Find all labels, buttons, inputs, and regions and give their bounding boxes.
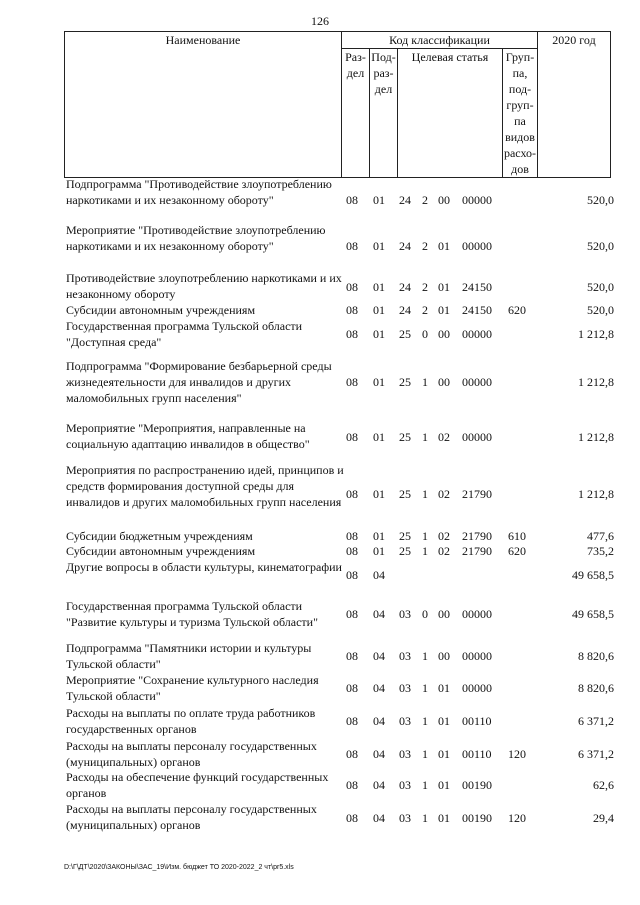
row-direction: 00000 (462, 649, 492, 663)
row-event: 02 (438, 529, 450, 543)
row-direction: 24150 (462, 303, 492, 317)
row-program: 25 (399, 430, 411, 444)
row-program: 25 (399, 544, 411, 558)
row-name: Субсидии бюджетным учреждениям (66, 529, 253, 543)
row-razdel: 08 (346, 544, 358, 558)
row-razdel: 08 (346, 193, 358, 207)
row-name: Противодействие злоупотреблению наркотиками и их незаконному обороту (66, 271, 342, 301)
row-event: 01 (438, 681, 450, 695)
header-year: 2020 год (538, 32, 611, 178)
row-subprogram: 1 (422, 714, 428, 728)
row-razdel: 08 (346, 529, 358, 543)
row-name: Субсидии автономным учреждениям (66, 303, 256, 317)
header-celevaya: Целевая статья (398, 49, 503, 178)
row-program: 25 (399, 375, 411, 389)
row-name: Мероприятие "Мероприятия, направленные на социальную адаптацию инвалидов в общество" (66, 421, 310, 451)
row-sum: 520,0 (587, 303, 614, 317)
row-vid: 620 (508, 544, 526, 558)
row-program: 03 (399, 649, 411, 663)
row-sum: 1 212,8 (578, 487, 614, 501)
row-program: 03 (399, 778, 411, 792)
row-podrazdel: 04 (373, 747, 385, 761)
row-razdel: 08 (346, 681, 358, 695)
row-sum: 735,2 (587, 544, 614, 558)
row-sum: 29,4 (593, 811, 614, 825)
row-name: Субсидии автономным учреждениям (66, 544, 256, 558)
header-code: Код классификации (342, 32, 538, 49)
row-direction: 00110 (462, 714, 492, 728)
row-subprogram: 1 (422, 681, 428, 695)
row-name: Мероприятие "Сохранение культурного наследия Тульской области" (66, 673, 319, 703)
row-program: 24 (399, 280, 411, 294)
row-direction: 00190 (462, 778, 492, 792)
row-subprogram: 1 (422, 375, 428, 389)
row-event: 01 (438, 714, 450, 728)
row-sum: 8 820,6 (578, 681, 614, 695)
row-sum: 520,0 (587, 280, 614, 294)
row-subprogram: 1 (422, 430, 428, 444)
row-sum: 520,0 (587, 239, 614, 253)
row-name: Мероприятие "Противодействие злоупотреблению наркотиками и их незаконному обороту" (66, 223, 326, 253)
row-subprogram: 1 (422, 487, 428, 501)
row-vid: 120 (508, 811, 526, 825)
row-program: 24 (399, 239, 411, 253)
row-name: Государственная программа Тульской области "Развитие культуры и туризма Тульской области" (66, 599, 318, 629)
row-event: 02 (438, 544, 450, 558)
row-direction: 00110 (462, 747, 492, 761)
row-subprogram: 0 (422, 607, 428, 621)
row-program: 03 (399, 607, 411, 621)
row-subprogram: 2 (422, 193, 428, 207)
row-razdel: 08 (346, 430, 358, 444)
row-event: 01 (438, 239, 450, 253)
row-event: 01 (438, 747, 450, 761)
row-direction: 21790 (462, 544, 492, 558)
row-razdel: 08 (346, 747, 358, 761)
row-razdel: 08 (346, 607, 358, 621)
row-subprogram: 2 (422, 239, 428, 253)
row-razdel: 08 (346, 487, 358, 501)
row-direction: 21790 (462, 487, 492, 501)
row-subprogram: 1 (422, 811, 428, 825)
row-direction: 00190 (462, 811, 492, 825)
header-vid: Груп- па, под- груп- па видов расхо- дов (503, 50, 537, 176)
row-podrazdel: 01 (373, 280, 385, 294)
row-sum: 6 371,2 (578, 747, 614, 761)
row-sum: 49 658,5 (572, 607, 614, 621)
row-name: Другие вопросы в области культуры, кинематографии (66, 560, 342, 574)
row-event: 02 (438, 487, 450, 501)
row-sum: 1 212,8 (578, 430, 614, 444)
row-subprogram: 1 (422, 649, 428, 663)
row-sum: 1 212,8 (578, 327, 614, 341)
row-program: 25 (399, 529, 411, 543)
row-program: 24 (399, 193, 411, 207)
row-podrazdel: 01 (373, 375, 385, 389)
row-subprogram: 1 (422, 778, 428, 792)
row-razdel: 08 (346, 375, 358, 389)
row-name: Подпрограмма "Памятники истории и культуры Тульской области" (66, 641, 312, 671)
table-header (64, 31, 611, 178)
page-number: 126 (311, 14, 329, 28)
row-podrazdel: 04 (373, 607, 385, 621)
row-direction: 00000 (462, 327, 492, 341)
row-program: 03 (399, 811, 411, 825)
header-podrazdel: Под- раз- дел (370, 49, 398, 178)
row-direction: 24150 (462, 280, 492, 294)
header-name: Наименование (65, 32, 342, 178)
row-name: Расходы на выплаты по оплате труда работников государственных органов (66, 706, 316, 736)
row-razdel: 08 (346, 778, 358, 792)
row-sum: 6 371,2 (578, 714, 614, 728)
row-name: Расходы на выплаты персоналу государственных (муниципальных) органов (66, 739, 317, 769)
row-sum: 49 658,5 (572, 568, 614, 582)
row-vid: 120 (508, 747, 526, 761)
row-razdel: 08 (346, 239, 358, 253)
row-name: Подпрограмма "Формирование безбарьерной среды жизнедеятельности для инвалидов и других маломобильных групп населения" (66, 359, 332, 405)
row-program: 03 (399, 714, 411, 728)
row-vid: 610 (508, 529, 526, 543)
row-podrazdel: 04 (373, 568, 385, 582)
row-razdel: 08 (346, 280, 358, 294)
row-podrazdel: 04 (373, 681, 385, 695)
row-name: Подпрограмма "Противодействие злоупотреблению наркотиками и их незаконному обороту" (66, 177, 332, 207)
row-podrazdel: 04 (373, 714, 385, 728)
row-podrazdel: 01 (373, 544, 385, 558)
row-program: 24 (399, 303, 411, 317)
row-razdel: 08 (346, 327, 358, 341)
row-program: 25 (399, 327, 411, 341)
row-razdel: 08 (346, 811, 358, 825)
row-subprogram: 1 (422, 544, 428, 558)
row-name: Расходы на выплаты персоналу государственных (муниципальных) органов (66, 802, 317, 832)
row-podrazdel: 01 (373, 529, 385, 543)
header-razdel: Раз- дел (342, 49, 370, 178)
row-podrazdel: 01 (373, 303, 385, 317)
row-podrazdel: 04 (373, 778, 385, 792)
row-sum: 1 212,8 (578, 375, 614, 389)
row-podrazdel: 01 (373, 430, 385, 444)
row-event: 00 (438, 375, 450, 389)
row-subprogram: 2 (422, 303, 428, 317)
row-razdel: 08 (346, 649, 358, 663)
row-event: 00 (438, 193, 450, 207)
row-direction: 00000 (462, 607, 492, 621)
footer-file-path: D:\Г\ДТ\2020\ЗАКОНЫ\ЗАС_19\Изм. бюджет ТО 2020-2022_2 чт\pr5.xls (64, 864, 294, 871)
row-event: 00 (438, 649, 450, 663)
row-podrazdel: 04 (373, 811, 385, 825)
row-vid: 620 (508, 303, 526, 317)
row-event: 01 (438, 280, 450, 294)
row-podrazdel: 04 (373, 649, 385, 663)
row-subprogram: 0 (422, 327, 428, 341)
row-subprogram: 2 (422, 280, 428, 294)
row-program: 03 (399, 747, 411, 761)
row-event: 01 (438, 303, 450, 317)
row-sum: 520,0 (587, 193, 614, 207)
row-sum: 62,6 (593, 778, 614, 792)
row-name: Государственная программа Тульской области "Доступная среда" (66, 319, 303, 349)
row-direction: 00000 (462, 430, 492, 444)
row-name: Мероприятия по распространению идей, принципов и средств формирования доступной среды для инвалидов и других маломобильных групп населения (66, 463, 344, 509)
row-event: 01 (438, 778, 450, 792)
row-direction: 00000 (462, 239, 492, 253)
row-direction: 21790 (462, 529, 492, 543)
row-event: 00 (438, 607, 450, 621)
row-podrazdel: 01 (373, 239, 385, 253)
row-program: 03 (399, 681, 411, 695)
row-direction: 00000 (462, 193, 492, 207)
row-event: 00 (438, 327, 450, 341)
row-event: 02 (438, 430, 450, 444)
row-direction: 00000 (462, 375, 492, 389)
row-program: 25 (399, 487, 411, 501)
row-podrazdel: 01 (373, 487, 385, 501)
row-podrazdel: 01 (373, 193, 385, 207)
row-direction: 00000 (462, 681, 492, 695)
row-subprogram: 1 (422, 747, 428, 761)
row-razdel: 08 (346, 303, 358, 317)
row-sum: 8 820,6 (578, 649, 614, 663)
row-sum: 477,6 (587, 529, 614, 543)
row-event: 01 (438, 811, 450, 825)
row-name: Расходы на обеспечение функций государственных органов (66, 770, 329, 800)
row-razdel: 08 (346, 568, 358, 582)
row-podrazdel: 01 (373, 327, 385, 341)
row-subprogram: 1 (422, 529, 428, 543)
row-razdel: 08 (346, 714, 358, 728)
